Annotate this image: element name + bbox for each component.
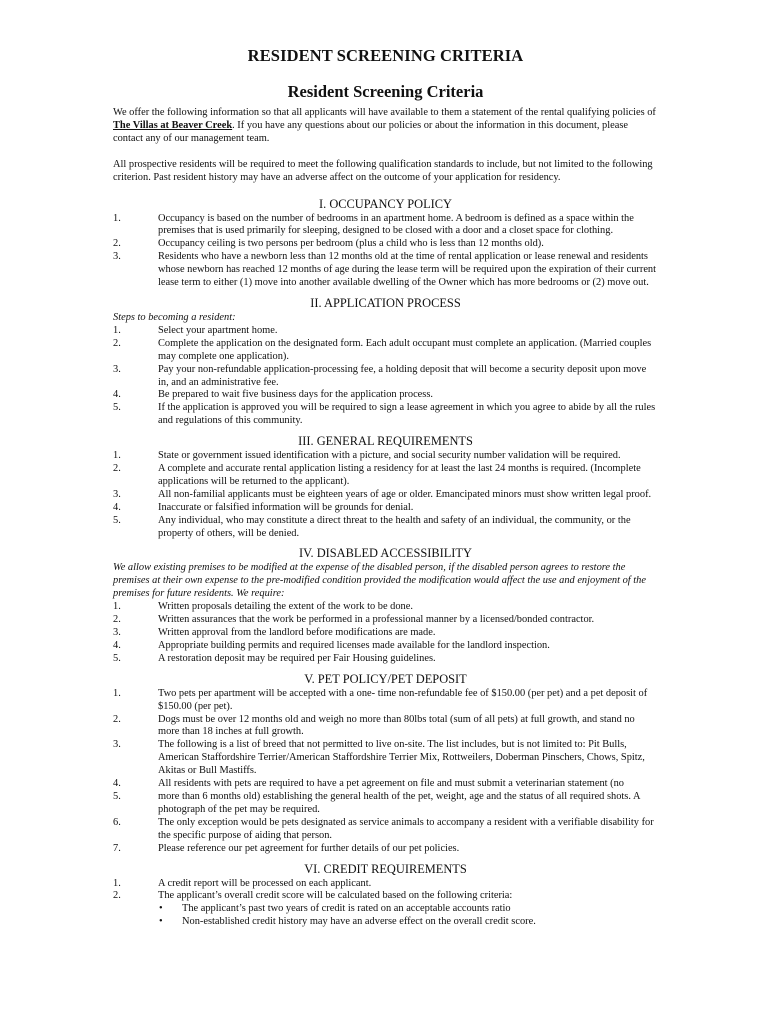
list-item-text: A restoration deposit may be required per Fair Housing guidelines. — [158, 652, 436, 664]
list-item — [113, 463, 658, 489]
section-heading: III. GENERAL REQUIREMENTS — [298, 434, 473, 449]
list-item-number: 4. — [113, 778, 121, 790]
list-item-number: 3. — [113, 627, 121, 638]
list-item-number: 5. — [113, 514, 121, 526]
list-item-number: 3. — [113, 739, 121, 751]
list-item-number: 1. — [113, 877, 121, 889]
section-general — [113, 434, 658, 540]
numbered-list — [113, 213, 658, 290]
list-item-text: Written approval from the landlord before modifications are made. — [158, 627, 436, 638]
intro-text-before: We offer the following information so that all applicants will have available to them a statement of the rental qualifying policies of — [113, 107, 656, 118]
list-item-number: 2. — [113, 463, 121, 475]
list-item — [113, 791, 658, 817]
list-item-text: The only exception would be pets designated as service animals to accompany a resident with a verifiable disability for the specific purpose of aiding that person. — [158, 816, 654, 841]
list-item-text: Any individual, who may constitute a direct threat to the health and safety of an individual, the community, or the property of others, will be denied. — [158, 514, 631, 539]
section-lead: Steps to becoming a resident: — [113, 311, 236, 323]
list-item — [113, 778, 658, 791]
list-item-text: All residents with pets are required to have a pet agreement on file and must submit a veterinarian statement (no — [158, 778, 624, 790]
list-item-text: Complete the application on the designated form. Each adult occupant must complete an application. (Married couples may complete one application). — [158, 337, 652, 362]
bullet-icon: • — [159, 903, 163, 915]
list-item — [113, 890, 658, 903]
list-item-number: 3. — [113, 363, 121, 375]
numbered-list — [113, 325, 658, 428]
intro-text-after: . If you have any questions about our policies or about the information in this document, please contact any of our management team. — [113, 119, 629, 144]
section-credit — [113, 862, 658, 930]
list-item — [113, 238, 658, 251]
section-lead: We allow existing premises to be modified at the expense of the disabled person, if the disabled person agrees to restore the premises at their own expense to the pre-modified condition provided the modification would affect the use and enjoyment of the premises for future residents. We require: — [113, 562, 646, 600]
list-item-number: 5. — [113, 402, 121, 414]
list-item-text: Occupancy ceiling is two persons per bedroom (plus a child who is less than 12 months old). — [158, 238, 544, 250]
numbered-list — [113, 601, 658, 666]
list-item-number: 3. — [113, 488, 121, 500]
list-item — [158, 916, 658, 929]
list-item — [113, 817, 658, 843]
list-item-number: 1. — [113, 450, 121, 462]
intro-paragraph — [113, 107, 658, 146]
list-item — [113, 714, 658, 740]
list-item-text: State or government issued identification with a picture, and social security number validation will be required. — [158, 450, 621, 462]
list-item-text: Please reference our pet agreement for further details of our pet policies. — [158, 842, 460, 854]
list-item-text: Inaccurate or falsified information will be grounds for denial. — [158, 501, 414, 513]
list-item-text: Two pets per apartment will be accepted with a one- time non-refundable fee of $150.00 (per pet) and a pet deposit of $150.00 (per pet). — [158, 687, 648, 712]
list-item-text: Occupancy is based on the number of bedrooms in an apartment home. A bedroom is defined as a space within the premises that is used primarily for sleeping, designed to be closed with a door and a closet space for clothing. — [158, 212, 634, 237]
numbered-list — [113, 878, 658, 904]
list-item-text: Residents who have a newborn less than 12 months old at the time of rental application or lease renewal and residents whose newborn has reached 12 months of age during the lease term will be required upon the expiration of their current lease term to either (1) move into another available dwelling of the Owner which has more bedrooms or (2) move out. — [158, 251, 657, 289]
list-item — [113, 627, 658, 640]
list-item — [113, 251, 658, 290]
list-item — [113, 489, 658, 502]
list-item-number: 6. — [113, 816, 121, 828]
list-item-text: A credit report will be processed on each applicant. — [158, 877, 372, 889]
list-item-text: The applicant’s overall credit score will be calculated based on the following criteria: — [158, 890, 513, 902]
list-item-number: 3. — [113, 251, 121, 263]
list-item — [113, 640, 658, 653]
list-item — [113, 402, 658, 428]
list-item — [113, 338, 658, 364]
list-item — [113, 614, 658, 627]
list-item-number: 2. — [113, 890, 121, 902]
list-item-number: 1. — [113, 324, 121, 336]
list-item-number: 5. — [113, 790, 121, 802]
list-item-number: 2. — [113, 238, 121, 250]
list-item-text: more than 6 months old) establishing the general health of the pet, weight, age and the status of all required shots. A photograph of the pet may be required. — [158, 790, 640, 815]
list-item-number: 4. — [113, 501, 121, 513]
list-item-text: Be prepared to wait five business days for the application process. — [158, 389, 433, 401]
list-item — [113, 389, 658, 402]
list-item-number: 2. — [113, 614, 121, 626]
section-heading: II. APPLICATION PROCESS — [310, 295, 461, 310]
section-pet — [113, 672, 658, 856]
list-item-number: 4. — [113, 639, 121, 651]
list-item-text: The following is a list of breed that not permitted to live on-site. The list includes, but is not limited to: Pit Bulls, American Staffordshire Terrier/American Staffordshire Terrier Mix, Rottweilers, Doberman Pinschers, Chows, Spitz, Akitas or Bull Mastiffs. — [158, 739, 645, 777]
list-item-text: A complete and accurate rental application listing a residency for at least the last 24 months is required. (Incomplete applications will be returned to the applicant). — [158, 463, 641, 487]
bullet-icon: • — [159, 916, 163, 928]
numbered-list — [113, 450, 658, 540]
list-item-number: 1. — [113, 212, 121, 224]
list-item-text: Pay your non-refundable application-processing fee, a holding deposit that will become a security deposit upon move in, and an administrative fee. — [158, 363, 647, 388]
document-title: RESIDENT SCREENING CRITERIA — [247, 46, 524, 65]
list-item — [113, 213, 658, 239]
list-item — [113, 878, 658, 891]
list-item — [113, 601, 658, 614]
list-item-number: 5. — [113, 652, 121, 664]
numbered-list — [113, 688, 658, 856]
list-item-number: 1. — [113, 687, 121, 699]
list-item — [113, 502, 658, 515]
list-item-number: 4. — [113, 389, 121, 401]
list-item-number: 1. — [113, 601, 121, 613]
qualification-paragraph: All prospective residents will be required to meet the following qualification standards to include, but not limited to the following criterion. Past resident history may have an adverse affect on the outcome of your application for residency. — [113, 158, 653, 183]
list-item — [113, 739, 658, 778]
list-item-text: Appropriate building permits and required licenses made available for the landlord inspection. — [158, 639, 550, 651]
bullet-list — [113, 903, 658, 929]
list-item-text: Non-established credit history may have an adverse effect on the overall credit score. — [182, 916, 536, 928]
section-occupancy — [113, 197, 658, 290]
section-heading: VI. CREDIT REQUIREMENTS — [304, 861, 467, 876]
list-item-text: All non-familial applicants must be eighteen years of age or older. Emancipated minors must show written legal proof. — [158, 488, 652, 500]
list-item-text: Written assurances that the work be performed in a professional manner by a licensed/bonded contractor. — [158, 614, 595, 626]
list-item-number: 2. — [113, 337, 121, 349]
list-item-text: Dogs must be over 12 months old and weigh no more than 80lbs total (sum of all pets) at full growth, and stand no more than 18 inches at full growth. — [158, 713, 635, 738]
list-item — [113, 515, 658, 541]
list-item-number: 7. — [113, 842, 121, 854]
document-subtitle: Resident Screening Criteria — [287, 82, 484, 101]
list-item — [113, 843, 658, 856]
document-page — [113, 46, 658, 929]
section-heading: V. PET POLICY/PET DEPOSIT — [304, 671, 467, 686]
list-item — [113, 325, 658, 338]
section-heading: IV. DISABLED ACCESSIBILITY — [299, 546, 472, 561]
section-application — [113, 296, 658, 428]
list-item — [113, 688, 658, 714]
list-item-text: Select your apartment home. — [158, 324, 278, 336]
list-item — [158, 903, 658, 916]
list-item — [113, 653, 658, 666]
section-disabled — [113, 546, 658, 665]
list-item-text: Written proposals detailing the extent of the work to be done. — [158, 601, 413, 613]
property-name: The Villas at Beaver Creek — [113, 119, 233, 131]
list-item-text: If the application is approved you will be required to sign a lease agreement in which you agree to abide by all the rules and regulations of this community. — [158, 402, 656, 427]
section-heading: I. OCCUPANCY POLICY — [319, 196, 452, 211]
list-item-text: The applicant’s past two years of credit is rated on an acceptable accounts ratio — [182, 903, 511, 915]
list-item-number: 2. — [113, 713, 121, 725]
list-item — [113, 364, 658, 390]
list-item — [113, 450, 658, 463]
